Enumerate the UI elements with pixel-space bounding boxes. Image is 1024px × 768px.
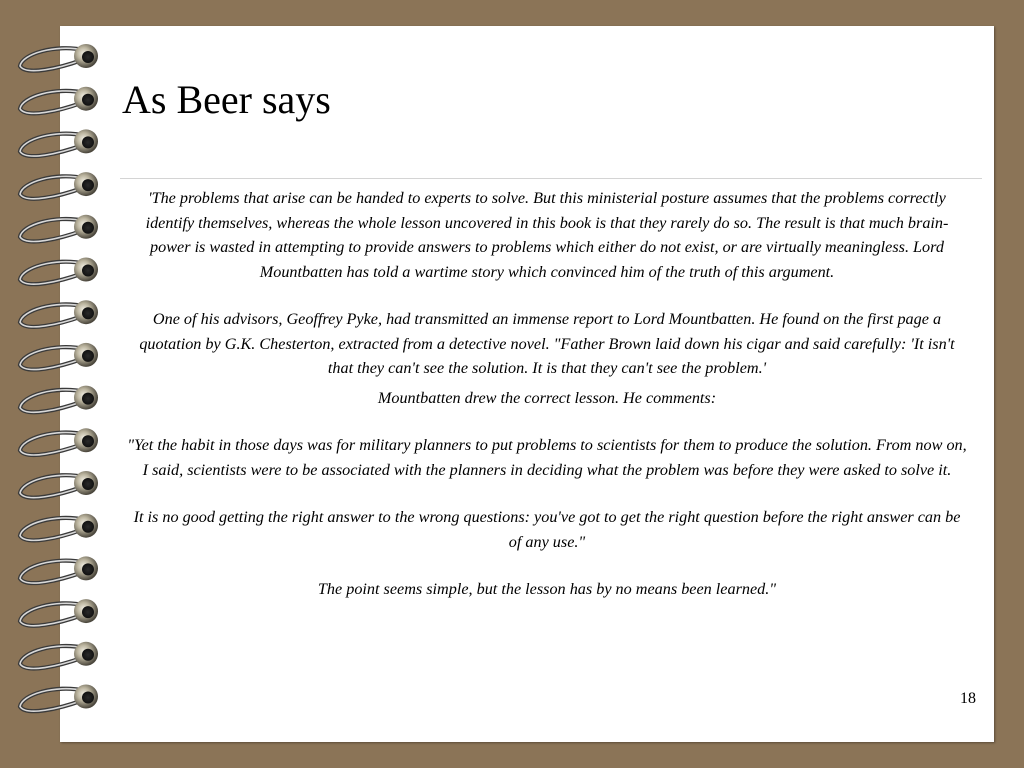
- binding-ring: [20, 642, 98, 669]
- binding-ring: [20, 129, 98, 156]
- binding-ring: [20, 514, 98, 541]
- binding-ring: [20, 172, 98, 199]
- spiral-binding: [0, 0, 120, 768]
- title-divider: [120, 178, 982, 179]
- quote-paragraph-1: 'The problems that arise can be handed to experts to solve. But this ministerial posture assumes that the problems correctly identify themselves, whereas the whole lesson uncovered in this book is that they rarely do so. The result is that much brain-power is wasted in attempting to provide answers to problems which either do not exist, or are virtually meaningless. Lord Mountbatten has told a wartime story which convinced him of the truth of this argument.: [145, 189, 949, 281]
- binding-ring: [20, 87, 98, 114]
- binding-ring: [20, 44, 98, 71]
- binding-ring: [20, 685, 98, 712]
- quote-paragraph-6: The point seems simple, but the lesson has by no means been learned.": [317, 580, 777, 598]
- binding-ring: [20, 599, 98, 626]
- binding-ring: [20, 428, 98, 455]
- binding-ring: [20, 215, 98, 242]
- binding-ring: [20, 556, 98, 583]
- slide-number: 18: [960, 690, 976, 707]
- binding-ring: [20, 300, 98, 327]
- quote-paragraph-5: It is no good getting the right answer to the wrong questions: you've got to get the right question before the right answer can be of any use.": [133, 508, 961, 551]
- slide-title: As Beer says: [122, 77, 331, 122]
- quote-body: [126, 186, 968, 602]
- binding-ring: [20, 471, 98, 498]
- binding-ring: [20, 343, 98, 370]
- quote-paragraph-3: Mountbatten drew the correct lesson. He comments:: [377, 388, 717, 407]
- binding-ring: [20, 258, 98, 285]
- quote-paragraph-2: One of his advisors, Geoffrey Pyke, had transmitted an immense report to Lord Mountbatten. He found on the first page a quotation by G.K. Chesterton, extracted from a detective novel. "Father Brown laid down his cigar and said carefully: 'It isn't that they can't see the solution. It is that they can't see the problem.': [139, 310, 955, 377]
- quote-paragraph-4: "Yet the habit in those days was for military planners to put problems to scientists for them to produce the solution. From now on, I said, scientists were to be associated with the planners in deciding what the problem was before they were asked to solve it.: [127, 436, 967, 479]
- binding-ring: [20, 386, 98, 413]
